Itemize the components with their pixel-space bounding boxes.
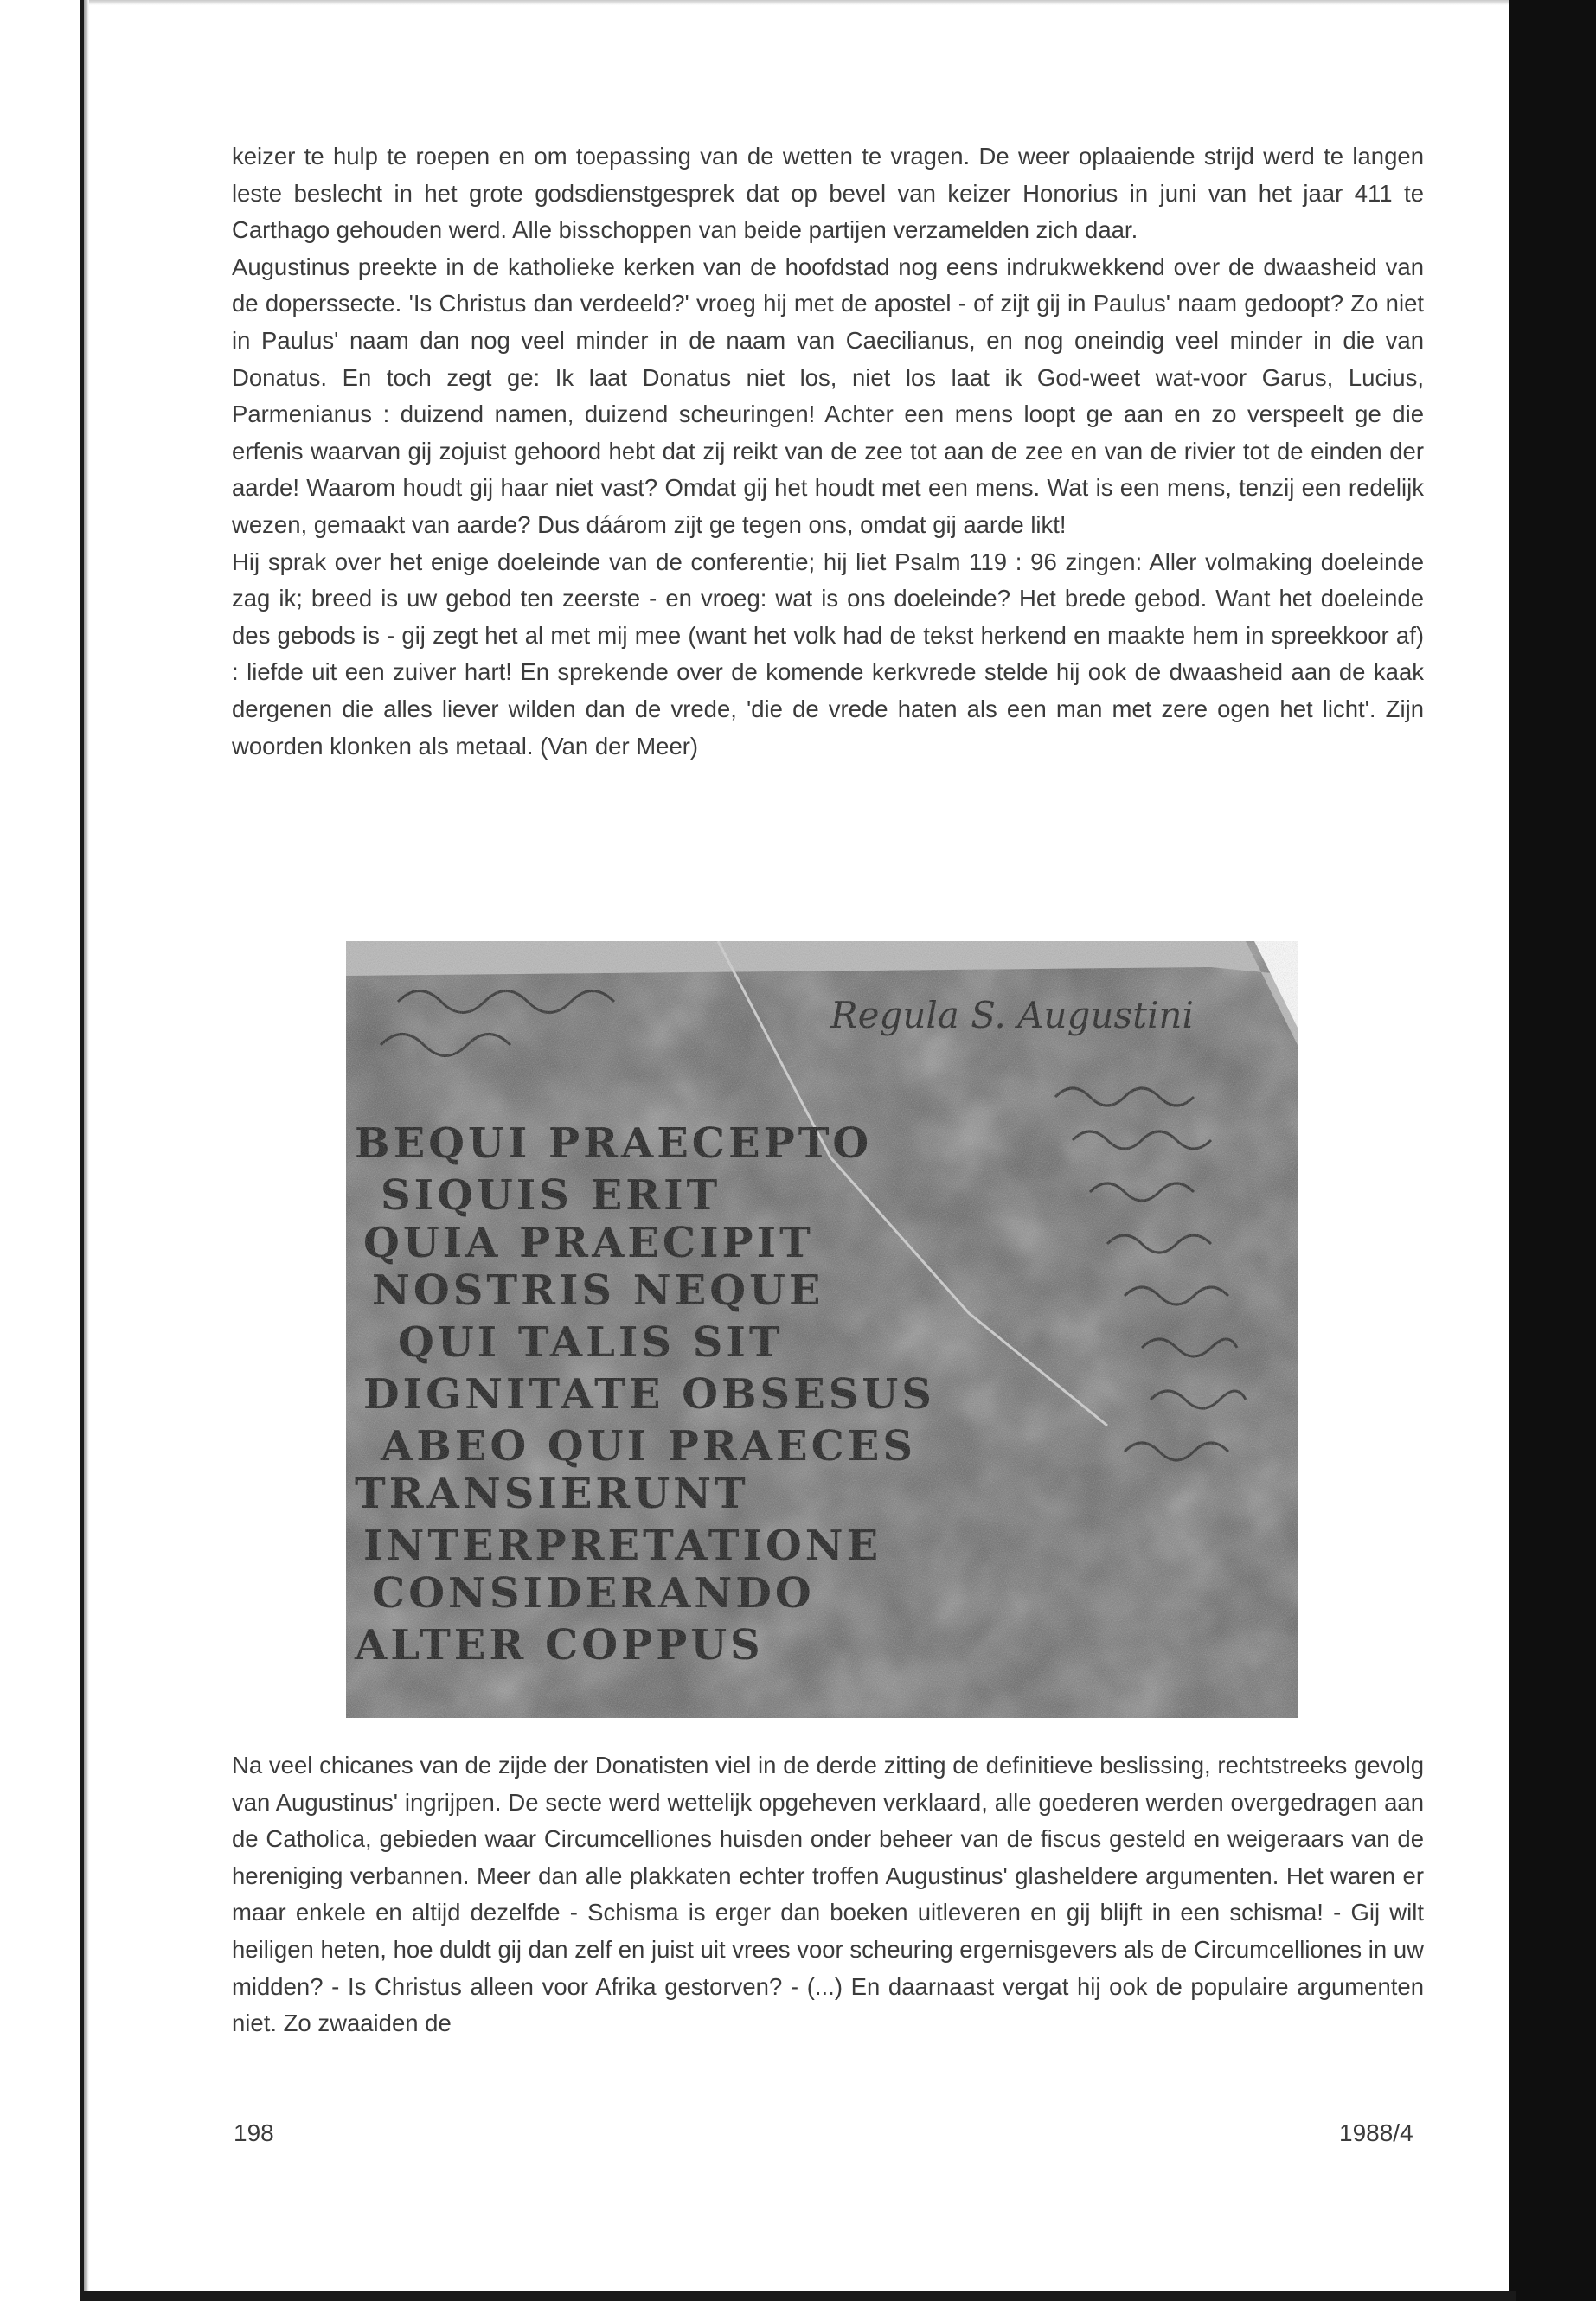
paragraph: Hij sprak over het enige doeleinde van de conferentie; hij liet Psalm 119 : 96 zingen: Aller volmaking doeleinde zag ik; breed is uw gebod ten zeerste - en vroeg: wat is ons doeleinde? Het brede gebod. Want het doeleinde des gebods is - gij zegt het al met mij mee (want het volk had de tekst herkend en maakte hem in spreekkoor af) : liefde uit een zuiver hart! En sprekende over de komende kerkvrede stelde hij ook de dwaasheid aan de kaak dergenen die alles liever wilden dan de vrede, 'die de vrede haten als een man met zere ogen het licht'. Zijn woorden klonken als metaal. (Van der Meer) bbox=[232, 548, 1424, 760]
paragraph: keizer te hulp te roepen en om toepassing van de wetten te vragen. De weer oplaaiende strijd werd te langen leste beslecht in het grote godsdienstgesprek dat op bevel van keizer Honorius in juni van het jaar 411 te Carthago gehouden werd. Alle bisschoppen van beide partijen verzamelden zich daar. bbox=[232, 143, 1424, 244]
paragraph: Augustinus preekte in de katholieke kerken van de hoofdstad nog eens indrukwekkend over de dwaasheid van de doperssecte. 'Is Christus dan verdeeld?' vroeg hij met de apostel - of zijt gij in Paulus' naam gedoopt? Zo niet in Paulus' naam dan nog veel minder in de naam van Caecilianus, en nog oneindig veel minder in die van Donatus. En toch zegt ge: Ik laat Donatus niet los, niet los laat ik God-weet wat-voor Garus, Lucius, Parmenianus : duizend namen, duizend scheuringen! Achter een mens loopt ge aan en zo verspeelt ge die erfenis waarvan gij zojuist gehoord hebt dat zij reikt van de zee tot aan de zee en van de rivier tot de einden der aarde! Waarom houdt gij haar niet vast? Omdat gij het houdt met een mens. Wat is een mens, tenzij een redelijk wezen, gemaakt van aarde? Dus dáárom zijt ge tegen ons, omdat gij aarde likt! bbox=[232, 253, 1424, 538]
manuscript-image bbox=[346, 941, 1298, 1718]
manuscript-photo bbox=[346, 941, 1298, 1718]
article-text-top bbox=[232, 138, 1424, 765]
page-number: 198 bbox=[234, 2119, 274, 2146]
scan-left-shadow bbox=[84, 0, 89, 2301]
article-text-bottom bbox=[232, 1747, 1424, 2042]
issue-label: 1988/4 bbox=[1339, 2119, 1413, 2146]
scan-bottom-edge bbox=[80, 2291, 1516, 2301]
paragraph: Na veel chicanes van de zijde der Donatisten viel in de derde zitting de definitieve beslissing, rechtstreeks gevolg van Augustinus' ingrijpen. De secte werd wettelijk opgeheven verklaard, alle goederen werden overgedragen aan de Catholica, gebieden waar Circumcelliones huisden onder beheer van de fiscus gesteld en weigeraars van de hereniging verbannen. Meer dan alle plakkaten echter troffen Augustinus' glasheldere argumenten. Het waren er maar enkele en altijd dezelfde - Schisma is erger dan boeken uitleveren en gij blijft in een schisma! - Gij wilt heiligen heten, hoe duldt gij dan zelf en juist uit vrees voor scheuring ergernisgevers als de Circumcelliones in uw midden? - Is Christus alleen voor Afrika gestorven? - (...) En daarnaast vergat hij ook de populaire argumenten niet. Zo zwaaiden de bbox=[232, 1752, 1424, 2037]
scan-top-shadow bbox=[80, 0, 1516, 5]
scan-right-edge bbox=[1509, 0, 1596, 2301]
